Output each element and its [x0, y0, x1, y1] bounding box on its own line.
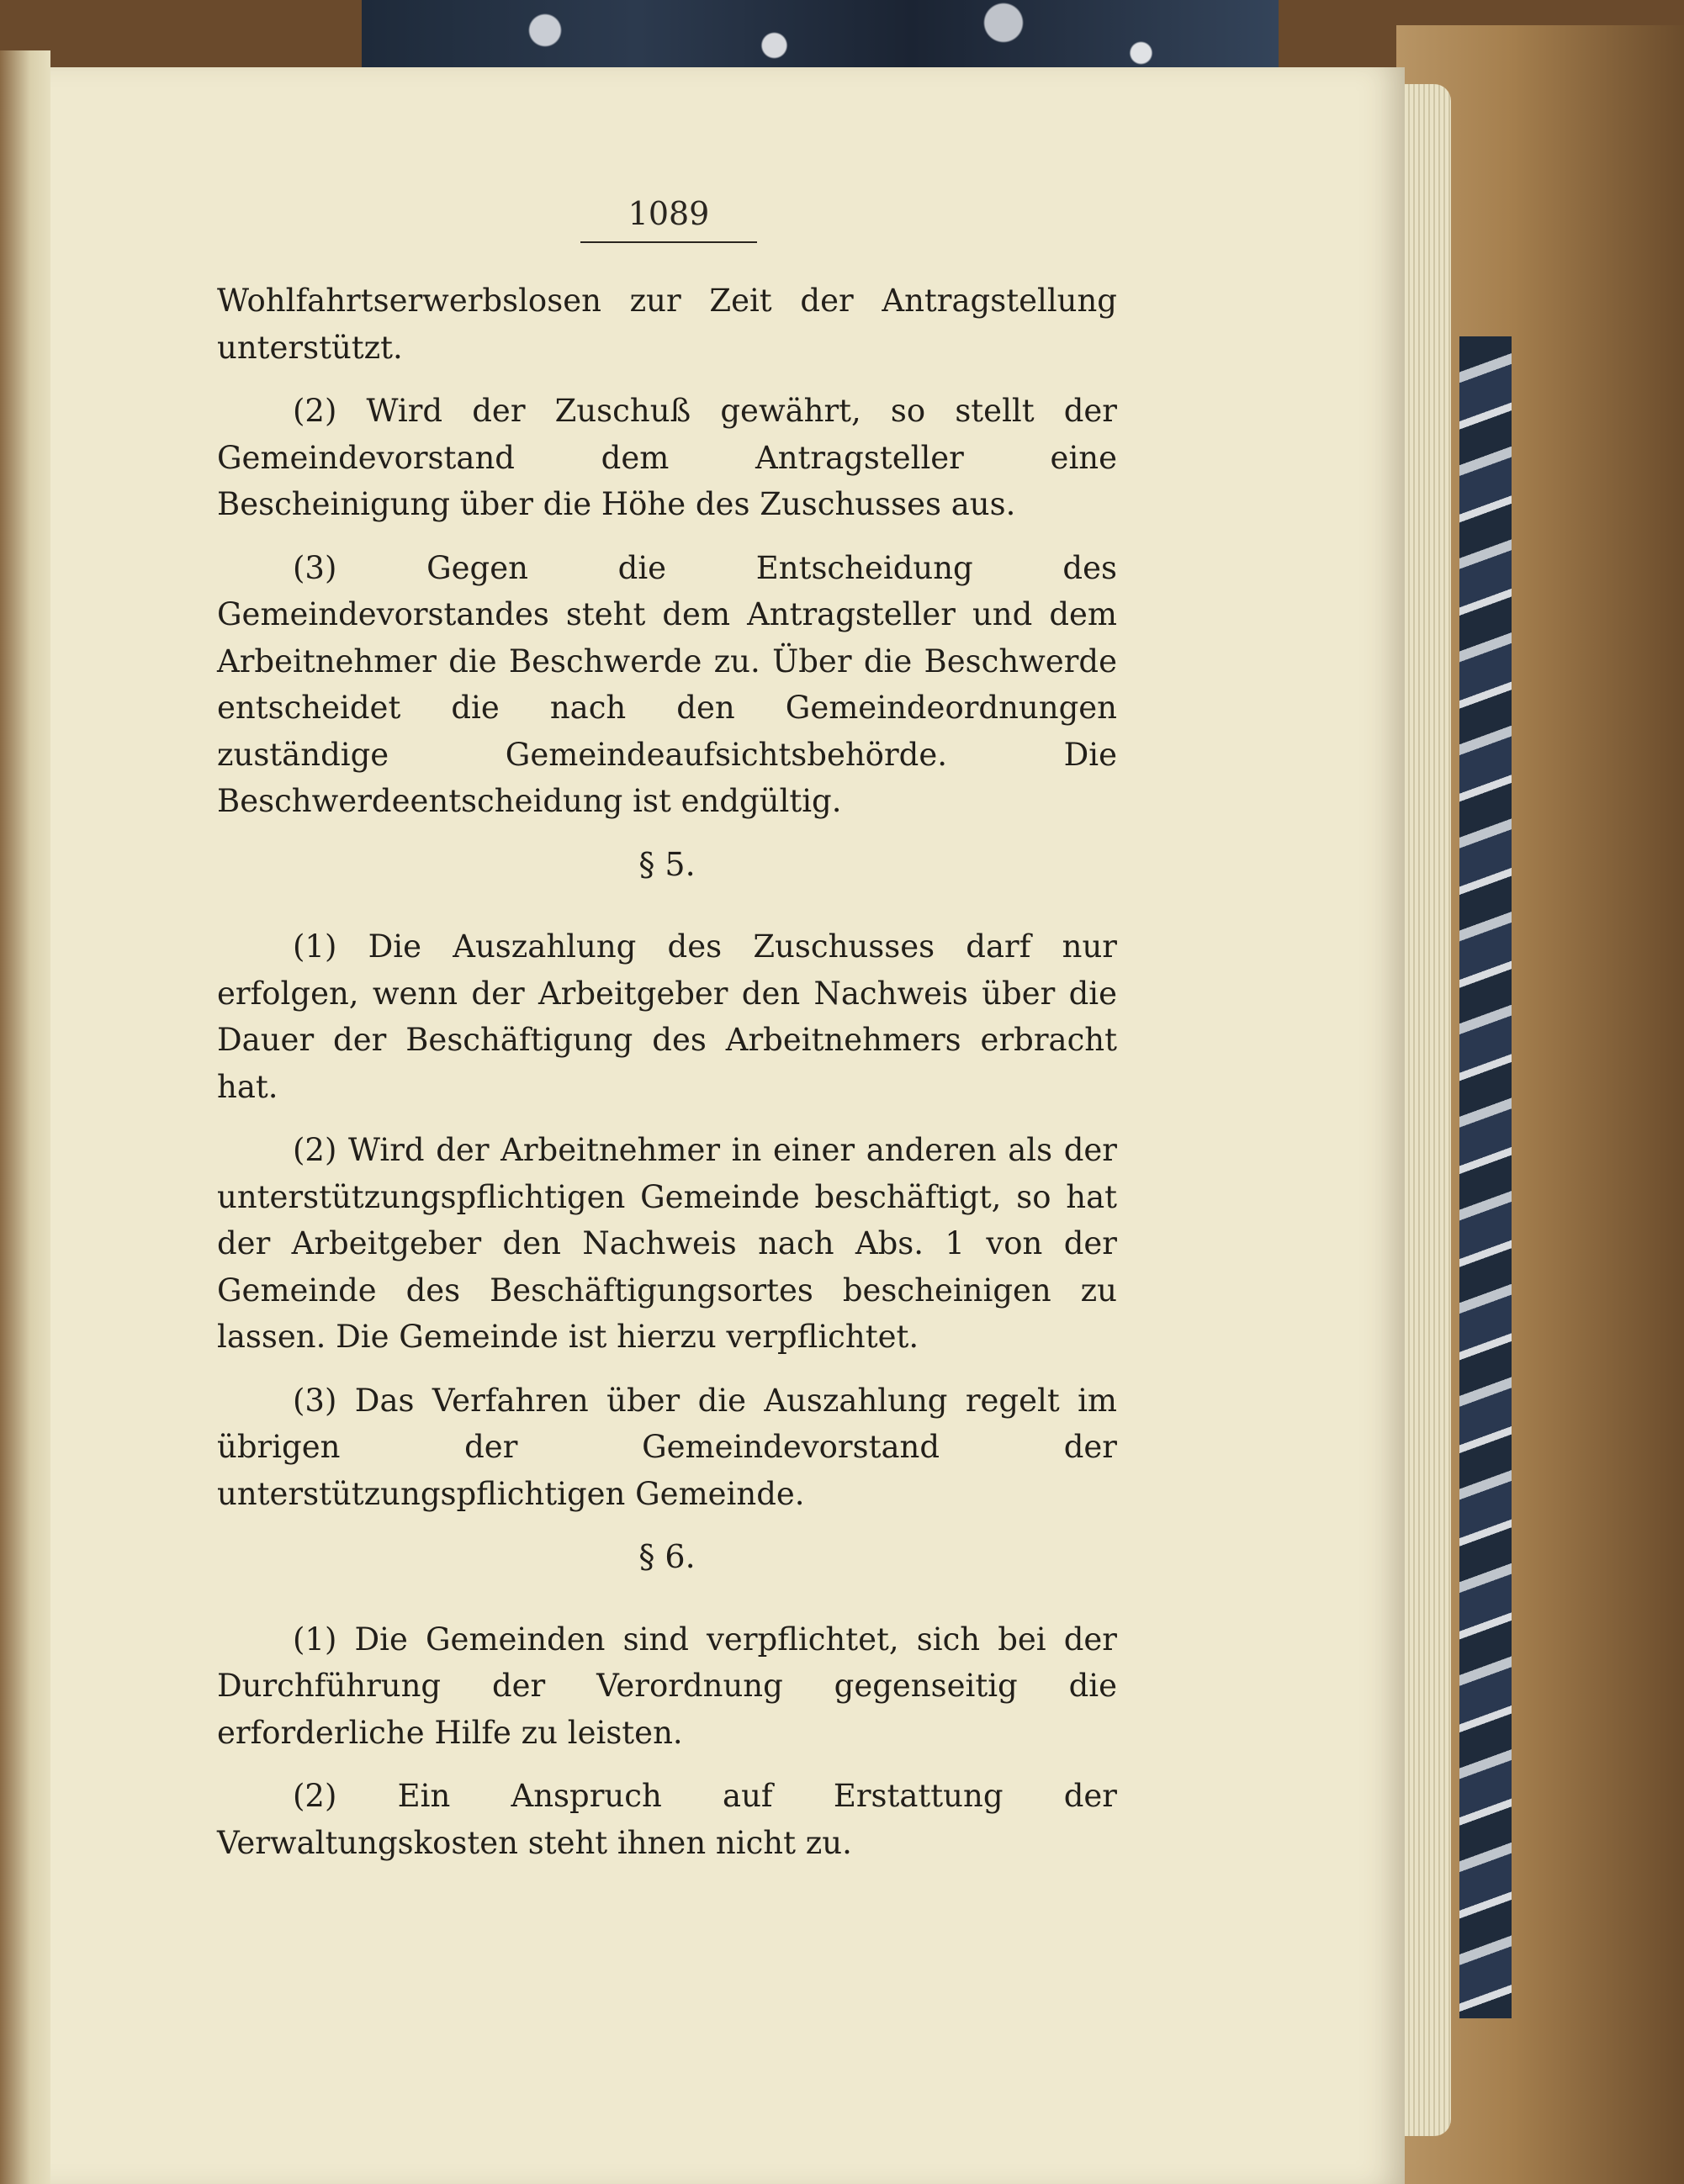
paragraph-continuation: Wohlfahrtserwerbslosen zur Zeit der Antragstellung unterstützt. [217, 283, 1117, 366]
marbled-book-edge-top [362, 0, 1279, 76]
section-heading-6: § 6. [638, 1538, 696, 1575]
page-text [217, 278, 1117, 1883]
paragraph: (2) Wird der Zuschuß gewährt, so stellt der Gemeindevorstand dem Antragsteller eine Bescheinigung über die Höhe des Zuschusses aus. [217, 393, 1117, 522]
left-page-edge [0, 50, 50, 2184]
paragraph: (2) Ein Anspruch auf Erstattung der Verwaltungskosten steht ihnen nicht zu. [217, 1778, 1117, 1861]
page-number-rule [580, 241, 757, 243]
page-number: 1089 [628, 195, 710, 232]
section-heading-5: § 5. [638, 845, 696, 883]
paragraph: (3) Gegen die Entscheidung des Gemeindevorstandes steht dem Antragsteller und dem Arbeitnehmer die Beschwerde zu. Über die Beschwerde entscheidet die nach den Gemeindeordnungen zuständige Gemeindeaufsichtsbehörde. Die Beschwerdeentscheidung ist endgültig. [217, 549, 1117, 819]
paragraph: (2) Wird der Arbeitnehmer in einer anderen als der unterstützungspflichtigen Gemeinde beschäftigt, so hat der Arbeitgeber den Nachweis nach Abs. 1 von der Gemeinde des Beschäftigungsortes bescheinigen zu lassen. Die Gemeinde ist hierzu verpflichtet. [217, 1132, 1117, 1355]
paragraph: (1) Die Auszahlung des Zuschusses darf nur erfolgen, wenn der Arbeitgeber den Nachweis über die Dauer der Beschäftigung des Arbeitnehmers erbracht hat. [217, 928, 1117, 1105]
paragraph: (1) Die Gemeinden sind verpflichtet, sich bei der Durchführung der Verordnung gegenseitig die erforderliche Hilfe zu leisten. [217, 1621, 1117, 1751]
marbled-book-edge-right [1459, 336, 1512, 2018]
paragraph: (3) Das Verfahren über die Auszahlung regelt im übrigen der Gemeindevorstand der unterstützungspflichtigen Gemeinde. [217, 1382, 1117, 1512]
